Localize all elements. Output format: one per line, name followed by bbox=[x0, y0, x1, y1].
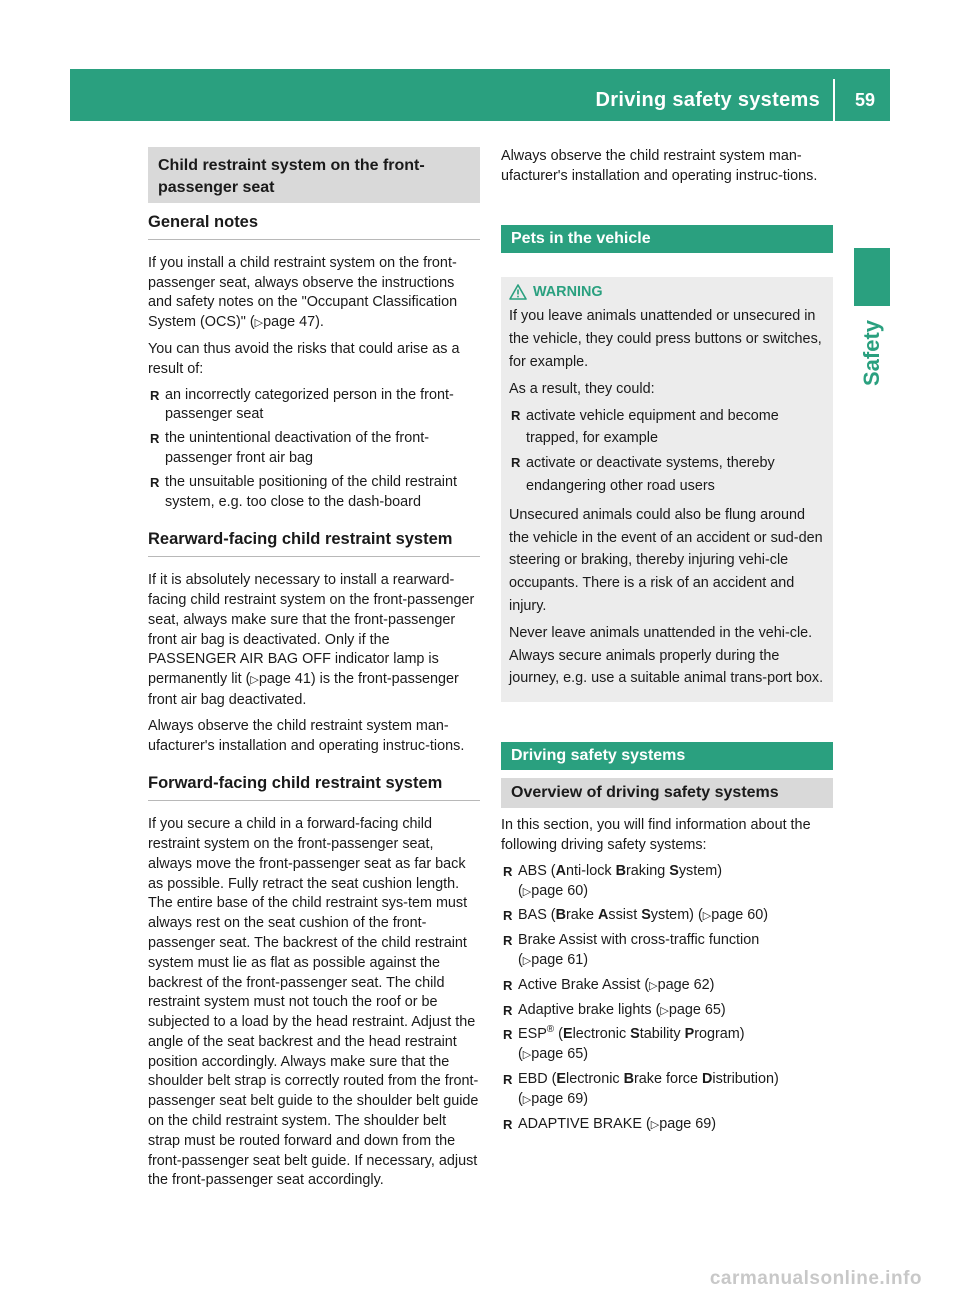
page-ref-arrow-icon: ▷ bbox=[522, 1093, 532, 1106]
continued-paragraph: Always observe the child restraint system man-ufacturer's installation and operating instruc-tions. bbox=[501, 148, 818, 184]
page-ref-link[interactable]: page 65) bbox=[668, 1001, 726, 1018]
list-item: R an incorrectly categorized person in the front-passenger seat bbox=[148, 386, 480, 426]
page-ref-arrow-icon: ▷ bbox=[522, 1049, 532, 1062]
page-ref-link[interactable]: page 62) bbox=[657, 976, 715, 993]
general-notes-paragraph: If you install a child restraint system on the front-passenger seat, always observe the instructions and safety notes on the "Occupant Classification System (OCS)" (▷page 47). bbox=[148, 254, 458, 331]
page-ref-link[interactable]: page 41) bbox=[258, 671, 316, 688]
page-ref-link[interactable]: page 69) bbox=[659, 1115, 717, 1132]
header-title: Driving safety systems bbox=[595, 89, 820, 111]
right-column bbox=[501, 147, 833, 1141]
header-divider bbox=[833, 79, 835, 121]
safety-systems-list bbox=[501, 862, 833, 1136]
rearward-facing-heading: Rearward-facing child restraint system bbox=[148, 530, 480, 557]
page-ref-arrow-icon: ▷ bbox=[254, 317, 264, 330]
risks-list bbox=[148, 386, 480, 513]
driving-safety-section-title: Driving safety systems bbox=[501, 742, 833, 770]
forward-facing-paragraph: If you secure a child in a forward-facing child restraint system on the front-passenger seat, always move the front-passenger seat as far back as possible. Fully retract the seat cushion length. The entire base of the child restraint sys-tem must always rest on the seat cushion of the front-passenger seat. The backrest of the child restraint system must lie as flat as possible against the backrest of the front-passenger seat. The child restraint system must not touch the roof or be subjected to a load by the head restraint. Adjust the angle of the seat backrest and the head restraint position accordingly. Always make sure that the shoulder belt strap is correctly routed from the front-passenger seat belt guide to the shoulder belt guide on the child restraint system. The shoulder belt strap must be routed forward and down from the front-passenger seat belt guide. If necessary, adjust the front-passenger seat accordingly. bbox=[148, 816, 479, 1189]
page-number: 59 bbox=[854, 90, 876, 110]
watermark: carmanualsonline.info bbox=[709, 1268, 922, 1289]
list-item-bas: R BAS (Brake Assist System) (▷page 60) bbox=[501, 906, 833, 927]
page-ref-link[interactable]: page 69) bbox=[531, 1090, 589, 1107]
page-ref-link[interactable]: page 60) bbox=[531, 882, 589, 899]
page-ref-arrow-icon: ▷ bbox=[522, 885, 532, 898]
child-restraint-section-title: Child restraint system on the front-passenger seat bbox=[148, 147, 480, 203]
list-item: R activate vehicle equipment and become trapped, for example bbox=[509, 405, 825, 451]
list-item-adaptive-brake: R ADAPTIVE BRAKE (▷page 69) bbox=[501, 1115, 833, 1136]
list-item-active-brake-assist: R Active Brake Assist (▷page 62) bbox=[501, 976, 833, 997]
warning-list bbox=[509, 405, 825, 498]
page-ref-arrow-icon: ▷ bbox=[250, 674, 259, 687]
page-ref-link[interactable]: page 60) bbox=[711, 907, 769, 924]
pets-section-title: Pets in the vehicle bbox=[501, 225, 833, 253]
list-item: R activate or deactivate systems, thereby endangering other road users bbox=[509, 452, 825, 498]
list-item: R the unintentional deactivation of the front-passenger front air bag bbox=[148, 429, 480, 469]
general-notes-heading: General notes bbox=[148, 213, 480, 240]
warning-paragraph: If you leave animals unattended or unsecured in the vehicle, they could press buttons or switches, for example. bbox=[509, 308, 822, 370]
rearward-facing-paragraph: If it is absolutely necessary to install a rearward-facing child restraint system on the front-passenger seat, always make sure that the front-passenger front air bag is deactivated. Only if the PASSENGER AIR BAG OFF indicator lamp is permanently lit (▷page 41) is the front-passenger front air bag deactivated. bbox=[148, 572, 475, 708]
page-ref-link[interactable]: page 61) bbox=[531, 951, 589, 968]
warning-paragraph: Unsecured animals could also be flung around the vehicle in the event of an accident or sud-den steering or braking, thereby injuring vehi-cle occupants. There is a risk of an accident and injury. bbox=[509, 506, 823, 614]
warning-paragraph: Never leave animals unattended in the vehi-cle. Always secure animals properly during the journey, e.g. use a suitable animal trans-port box. bbox=[509, 624, 824, 687]
forward-facing-heading: Forward-facing child restraint system bbox=[148, 774, 480, 801]
page-ref-arrow-icon: ▷ bbox=[660, 1004, 669, 1017]
overview-intro: In this section, you will find information about the following driving safety systems: bbox=[501, 817, 811, 853]
page-header bbox=[70, 69, 890, 121]
section-tab bbox=[854, 248, 890, 306]
warning-paragraph: As a result, they could: bbox=[509, 380, 655, 397]
warning-triangle-icon bbox=[509, 284, 527, 300]
list-item: R the unsuitable positioning of the child restraint system, e.g. too close to the dash-board bbox=[148, 473, 480, 513]
risks-intro: You can thus avoid the risks that could arise as a result of: bbox=[148, 340, 460, 377]
list-item-adaptive-brake-lights: R Adaptive brake lights (▷page 65) bbox=[501, 1001, 833, 1022]
page-ref-arrow-icon: ▷ bbox=[650, 1118, 660, 1131]
list-item-ebd: R EBD (Electronic Brake force Distribution) (▷page 69) bbox=[501, 1070, 833, 1111]
warning-header bbox=[509, 281, 825, 304]
section-tab-label: Safety bbox=[859, 319, 884, 387]
warning-box bbox=[501, 277, 833, 703]
page-ref-link[interactable]: page 47). bbox=[263, 314, 324, 331]
list-item-brake-assist: R Brake Assist with cross-traffic function (▷page 61) bbox=[501, 931, 833, 972]
warning-label: WARNING bbox=[533, 283, 603, 300]
list-item-abs: R ABS (Anti-lock Braking System) (▷page 60) bbox=[501, 862, 833, 903]
list-item-esp: R ESP® (Electronic Stability Program) (▷page 65) bbox=[501, 1025, 833, 1066]
rearward-facing-note: Always observe the child restraint system man-ufacturer's installation and operating instruc-tions. bbox=[148, 717, 465, 754]
page-ref-arrow-icon: ▷ bbox=[522, 954, 532, 967]
page-ref-arrow-icon: ▷ bbox=[702, 910, 712, 923]
overview-heading: Overview of driving safety systems bbox=[501, 778, 833, 808]
page-ref-link[interactable]: page 65) bbox=[531, 1046, 589, 1063]
page-ref-arrow-icon: ▷ bbox=[649, 979, 658, 992]
left-column bbox=[148, 147, 480, 1197]
